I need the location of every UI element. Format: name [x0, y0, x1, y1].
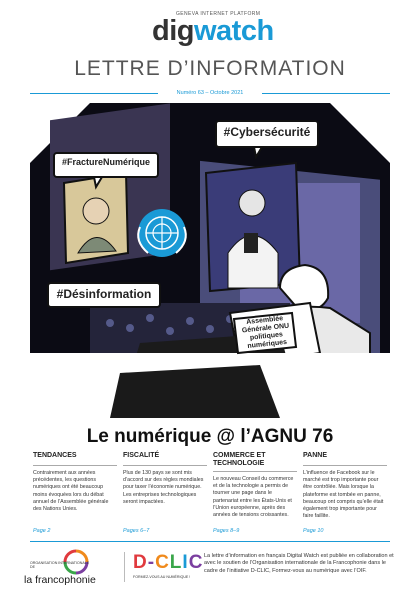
bubble-desinformation-text: #Désinformation	[56, 287, 152, 301]
column-fiscalite	[123, 452, 207, 506]
issue-number: Numéro 63 – Octobre 2021	[176, 90, 244, 96]
column-commerce	[213, 452, 297, 519]
digwatch-logo: digwatch	[152, 15, 274, 47]
brand-tagline: GENEVA INTERNET PLATFORM	[176, 11, 261, 17]
column-panne	[303, 452, 387, 520]
dclic-tagline: FORMEZ-VOUS AU NUMÉRIQUE !	[133, 575, 191, 579]
page-link-tendances[interactable]: Page 2	[33, 528, 51, 534]
dclic-logo: D-CLIC	[133, 552, 204, 573]
page-link-commerce[interactable]: Pages 8–9	[213, 528, 240, 534]
column-title: COMMERCE ET TECHNOLOGIE	[213, 452, 297, 472]
newsletter-title: LETTRE D’INFORMATION	[74, 57, 346, 80]
main-headline: Le numérique @ l’AGNU 76	[86, 426, 334, 447]
footer-separator	[124, 552, 125, 582]
footer-divider	[30, 541, 390, 542]
sign-text: Assemblée Générale ONU politiques numériques	[241, 315, 290, 350]
column-body: Plus de 130 pays se sont mis d’accord sur des règles mondiales pour taxer l’économie numérique. Les entreprises technologiques seront impactées.	[123, 470, 204, 505]
oif-name: la francophonie	[24, 574, 96, 586]
column-body: Contrairement aux années précédentes, les questions numériques ont été beaucoup moins évoquées lors du débat annuel de l’Assemblée générale des Nations Unies.	[33, 470, 109, 513]
column-title: TENDANCES	[33, 452, 117, 466]
cover-illustration	[30, 103, 390, 418]
column-body: Le nouveau Conseil du commerce et de la technologie a permis de tourner une page dans le partenariat entre les États-Unis et l’Union européenne, après des années de tensions croissantes.	[213, 476, 294, 519]
footer-description: La lettre d’information en français Digital Watch est publiée en collaboration et avec le soutien de l’Organisation internationale de la Francophonie dans le cadre de l’initiative D-CLIC, Formez-vous au numérique avec l’OIF.	[204, 553, 394, 574]
column-title: PANNE	[303, 452, 387, 466]
bubble-cybersecurity-text: #Cybersécurité	[223, 125, 311, 139]
page-link-panne[interactable]: Page 10	[303, 528, 324, 534]
page-link-fiscalite[interactable]: Pages 6–7	[123, 528, 150, 534]
column-body: L’influence de Facebook sur le marché est trop importante pour être contrôlée. Mais lorsque la plateforme est tombée en panne, beaucoup ont compris qu’elle était également trop importante pour faire faillite.	[303, 470, 384, 520]
column-tendances	[33, 452, 117, 513]
column-title: FISCALITÉ	[123, 452, 207, 466]
un-emblem	[138, 209, 186, 257]
oif-caption: ORGANISATION INTERNATIONALE DE	[30, 561, 90, 570]
bubble-fracture-text: #FractureNumérique	[61, 157, 151, 167]
